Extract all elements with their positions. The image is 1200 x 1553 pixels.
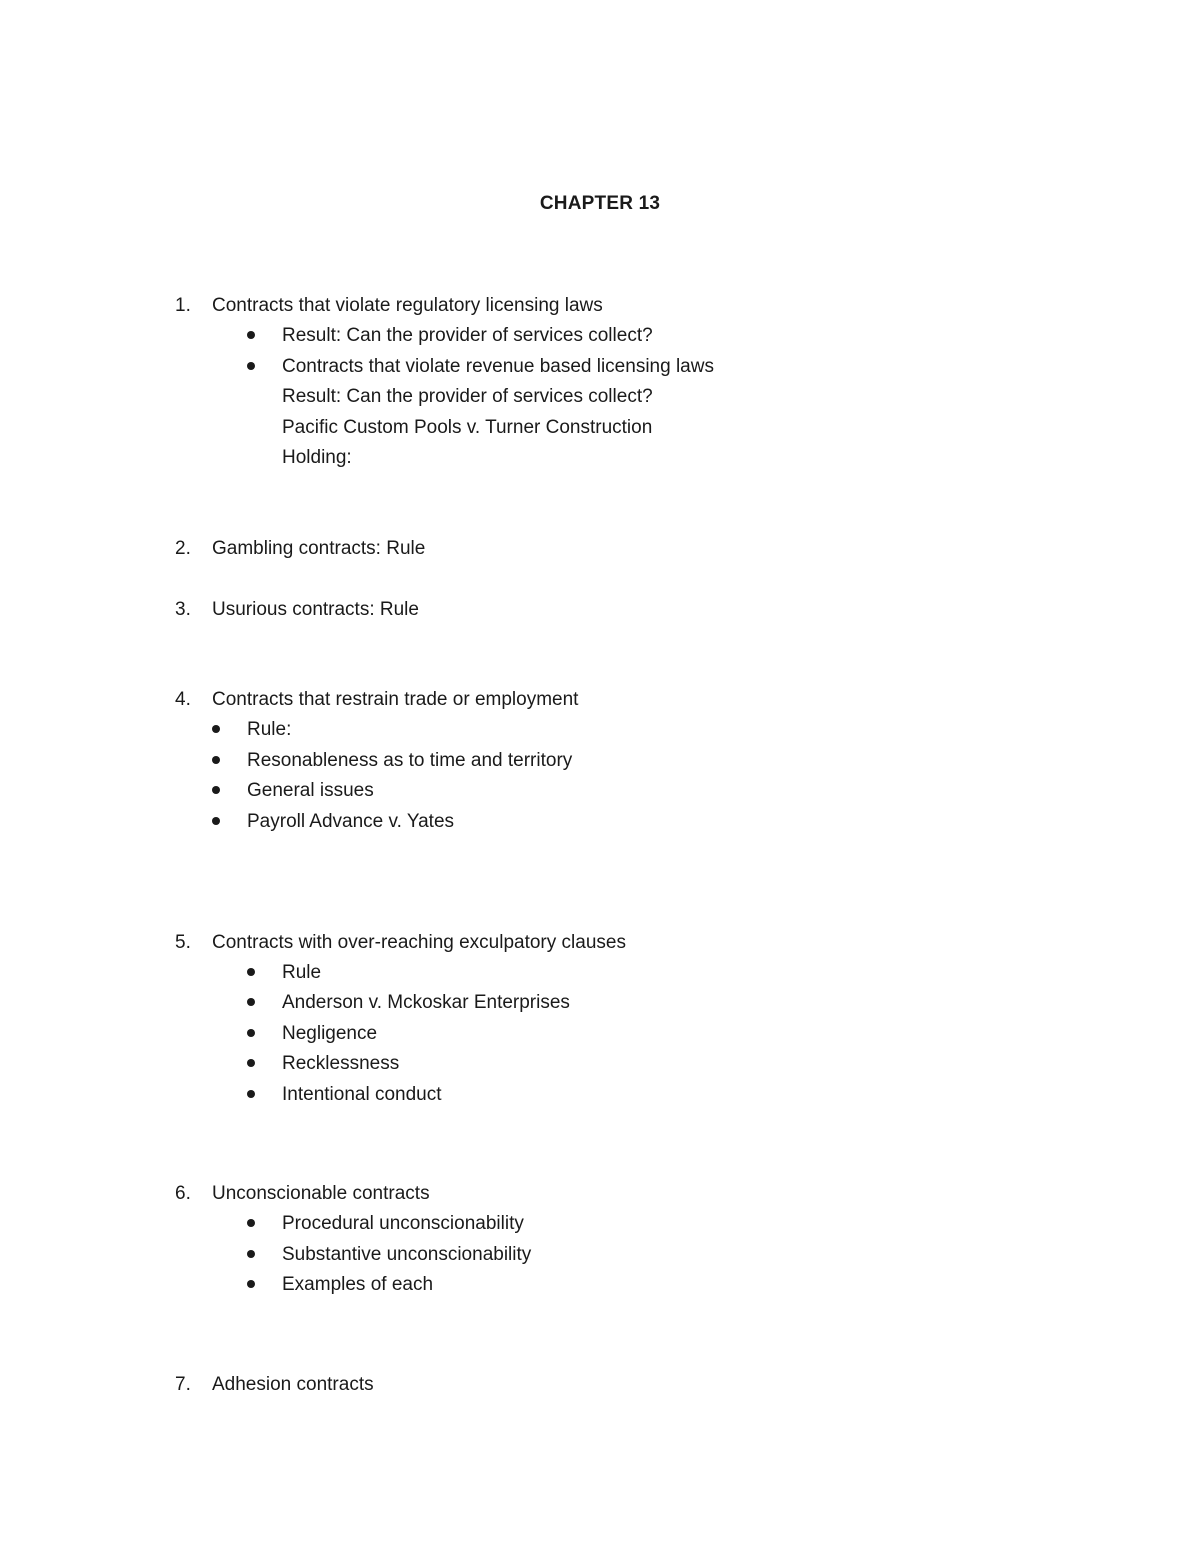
- bullet-icon: [247, 968, 255, 976]
- bullet-item: Recklessness: [282, 1053, 400, 1074]
- section-heading: Unconscionable contracts: [212, 1183, 430, 1204]
- bullet-item: Rule: [282, 962, 322, 983]
- section-number: 3.: [175, 599, 191, 620]
- bullet-item: Contracts that violate revenue based licensing laws: [282, 356, 714, 377]
- continuation-line: Result: Can the provider of services collect?: [282, 386, 653, 407]
- bullet-item: Payroll Advance v. Yates: [247, 811, 455, 832]
- bullet-item: Resonableness as to time and territory: [247, 750, 573, 771]
- bullet-item: Intentional conduct: [282, 1084, 442, 1105]
- bullet-icon: [247, 1090, 255, 1098]
- bullet-item: Negligence: [282, 1023, 378, 1044]
- bullet-icon: [247, 1280, 255, 1288]
- section-number: 4.: [175, 689, 191, 710]
- section-heading: Adhesion contracts: [212, 1374, 374, 1395]
- bullet-icon: [247, 331, 255, 339]
- section-number: 2.: [175, 538, 191, 559]
- section-heading: Contracts that violate regulatory licensing laws: [212, 295, 603, 316]
- chapter-title: CHAPTER 13: [539, 193, 661, 214]
- section-heading: Usurious contracts: Rule: [212, 599, 419, 620]
- section-number: 1.: [175, 295, 191, 316]
- bullet-item: Anderson v. Mckoskar Enterprises: [282, 992, 570, 1013]
- bullet-icon: [247, 1029, 255, 1037]
- bullet-icon: [212, 756, 220, 764]
- bullet-icon: [212, 817, 220, 825]
- bullet-item: General issues: [247, 780, 374, 801]
- bullet-icon: [247, 362, 255, 370]
- section-heading: Contracts that restrain trade or employment: [212, 689, 579, 710]
- bullet-icon: [247, 1059, 255, 1067]
- bullet-item: Rule:: [247, 719, 292, 740]
- bullet-icon: [247, 1219, 255, 1227]
- section-heading: Contracts with over-reaching exculpatory clauses: [212, 932, 626, 953]
- section-number: 5.: [175, 932, 191, 953]
- section-heading: Gambling contracts: Rule: [212, 538, 426, 559]
- bullet-item: Examples of each: [282, 1274, 434, 1295]
- section-number: 7.: [175, 1374, 191, 1395]
- bullet-item: Substantive unconscionability: [282, 1244, 532, 1265]
- bullet-icon: [212, 725, 220, 733]
- bullet-item: Result: Can the provider of services collect?: [282, 325, 653, 346]
- section-number: 6.: [175, 1183, 191, 1204]
- bullet-icon: [247, 998, 255, 1006]
- bullet-icon: [212, 786, 220, 794]
- bullet-icon: [247, 1250, 255, 1258]
- case-name: Pacific Custom Pools v. Turner Construction: [282, 417, 653, 438]
- continuation-line: Holding:: [282, 447, 352, 468]
- bullet-item: Procedural unconscionability: [282, 1213, 524, 1234]
